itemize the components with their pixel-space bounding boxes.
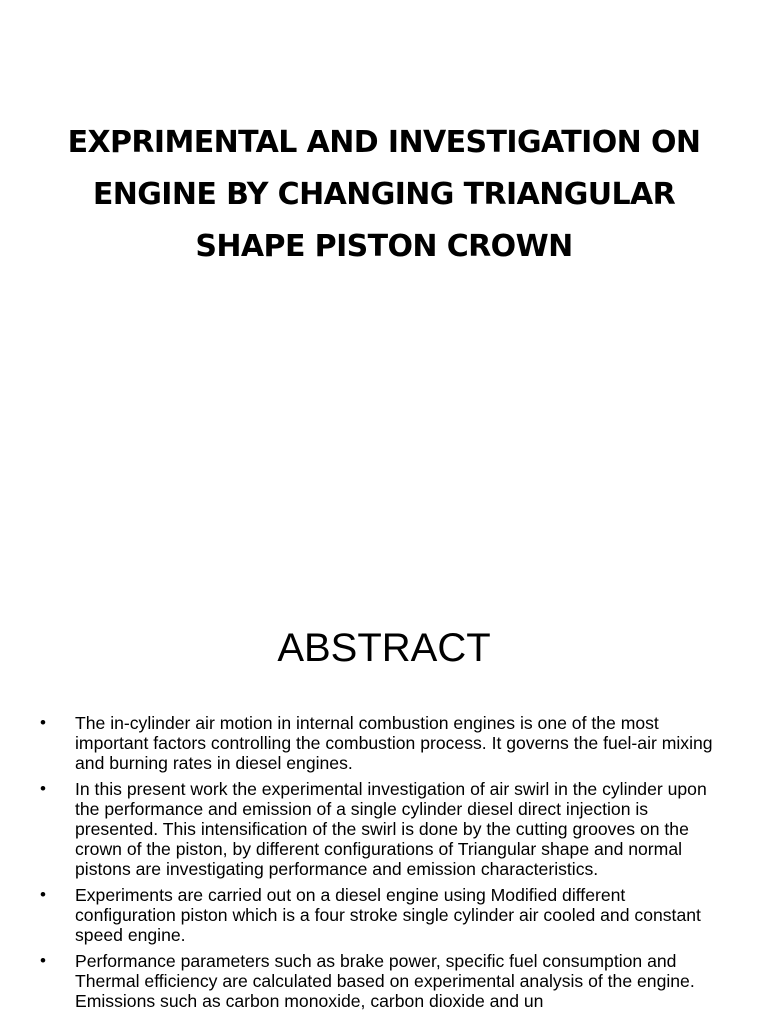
- bullet-text: In this present work the experimental investigation of air swirl in the cylinder upon the performance and emission of a single cylinder diesel direct injection is presented. This intensification of the swirl is done by the cutting grooves on the crown of the piston, by different configurations of Triangular shape and normal pistons are investigating performance and emission characteristics.: [75, 779, 707, 879]
- bullet-text: Performance parameters such as brake power, specific fuel consumption and Thermal efficiency are calculated based on experimental analysis of the engine. Emissions such as carbon monoxide, carbon dioxide and un: [75, 951, 695, 1011]
- bullet-point-icon: •: [40, 885, 46, 904]
- bullet-point-icon: •: [40, 951, 46, 970]
- abstract-slide: [0, 576, 768, 1024]
- bullet-item: [40, 885, 730, 945]
- bullet-point-icon: •: [40, 713, 46, 732]
- bullet-item: [40, 951, 730, 1011]
- slide-title: EXPRIMENTAL AND INVESTIGATION ON ENGINE BY CHANGING TRIANGULAR SHAPE PISTON CROWN: [67, 125, 701, 264]
- bullet-item: [40, 713, 730, 773]
- bullet-text: Experiments are carried out on a diesel engine using Modified different configuration piston which is a four stroke single cylinder air cooled and constant speed engine.: [75, 885, 701, 945]
- bullet-item: [40, 779, 730, 879]
- abstract-heading: ABSTRACT: [277, 626, 491, 670]
- bullet-point-icon: •: [40, 779, 46, 798]
- bullet-text: The in-cylinder air motion in internal combustion engines is one of the most important factors controlling the combustion process. It governs the fuel-air mixing and burning rates in diesel engines.: [75, 713, 713, 773]
- abstract-bullet-list: [40, 713, 730, 1017]
